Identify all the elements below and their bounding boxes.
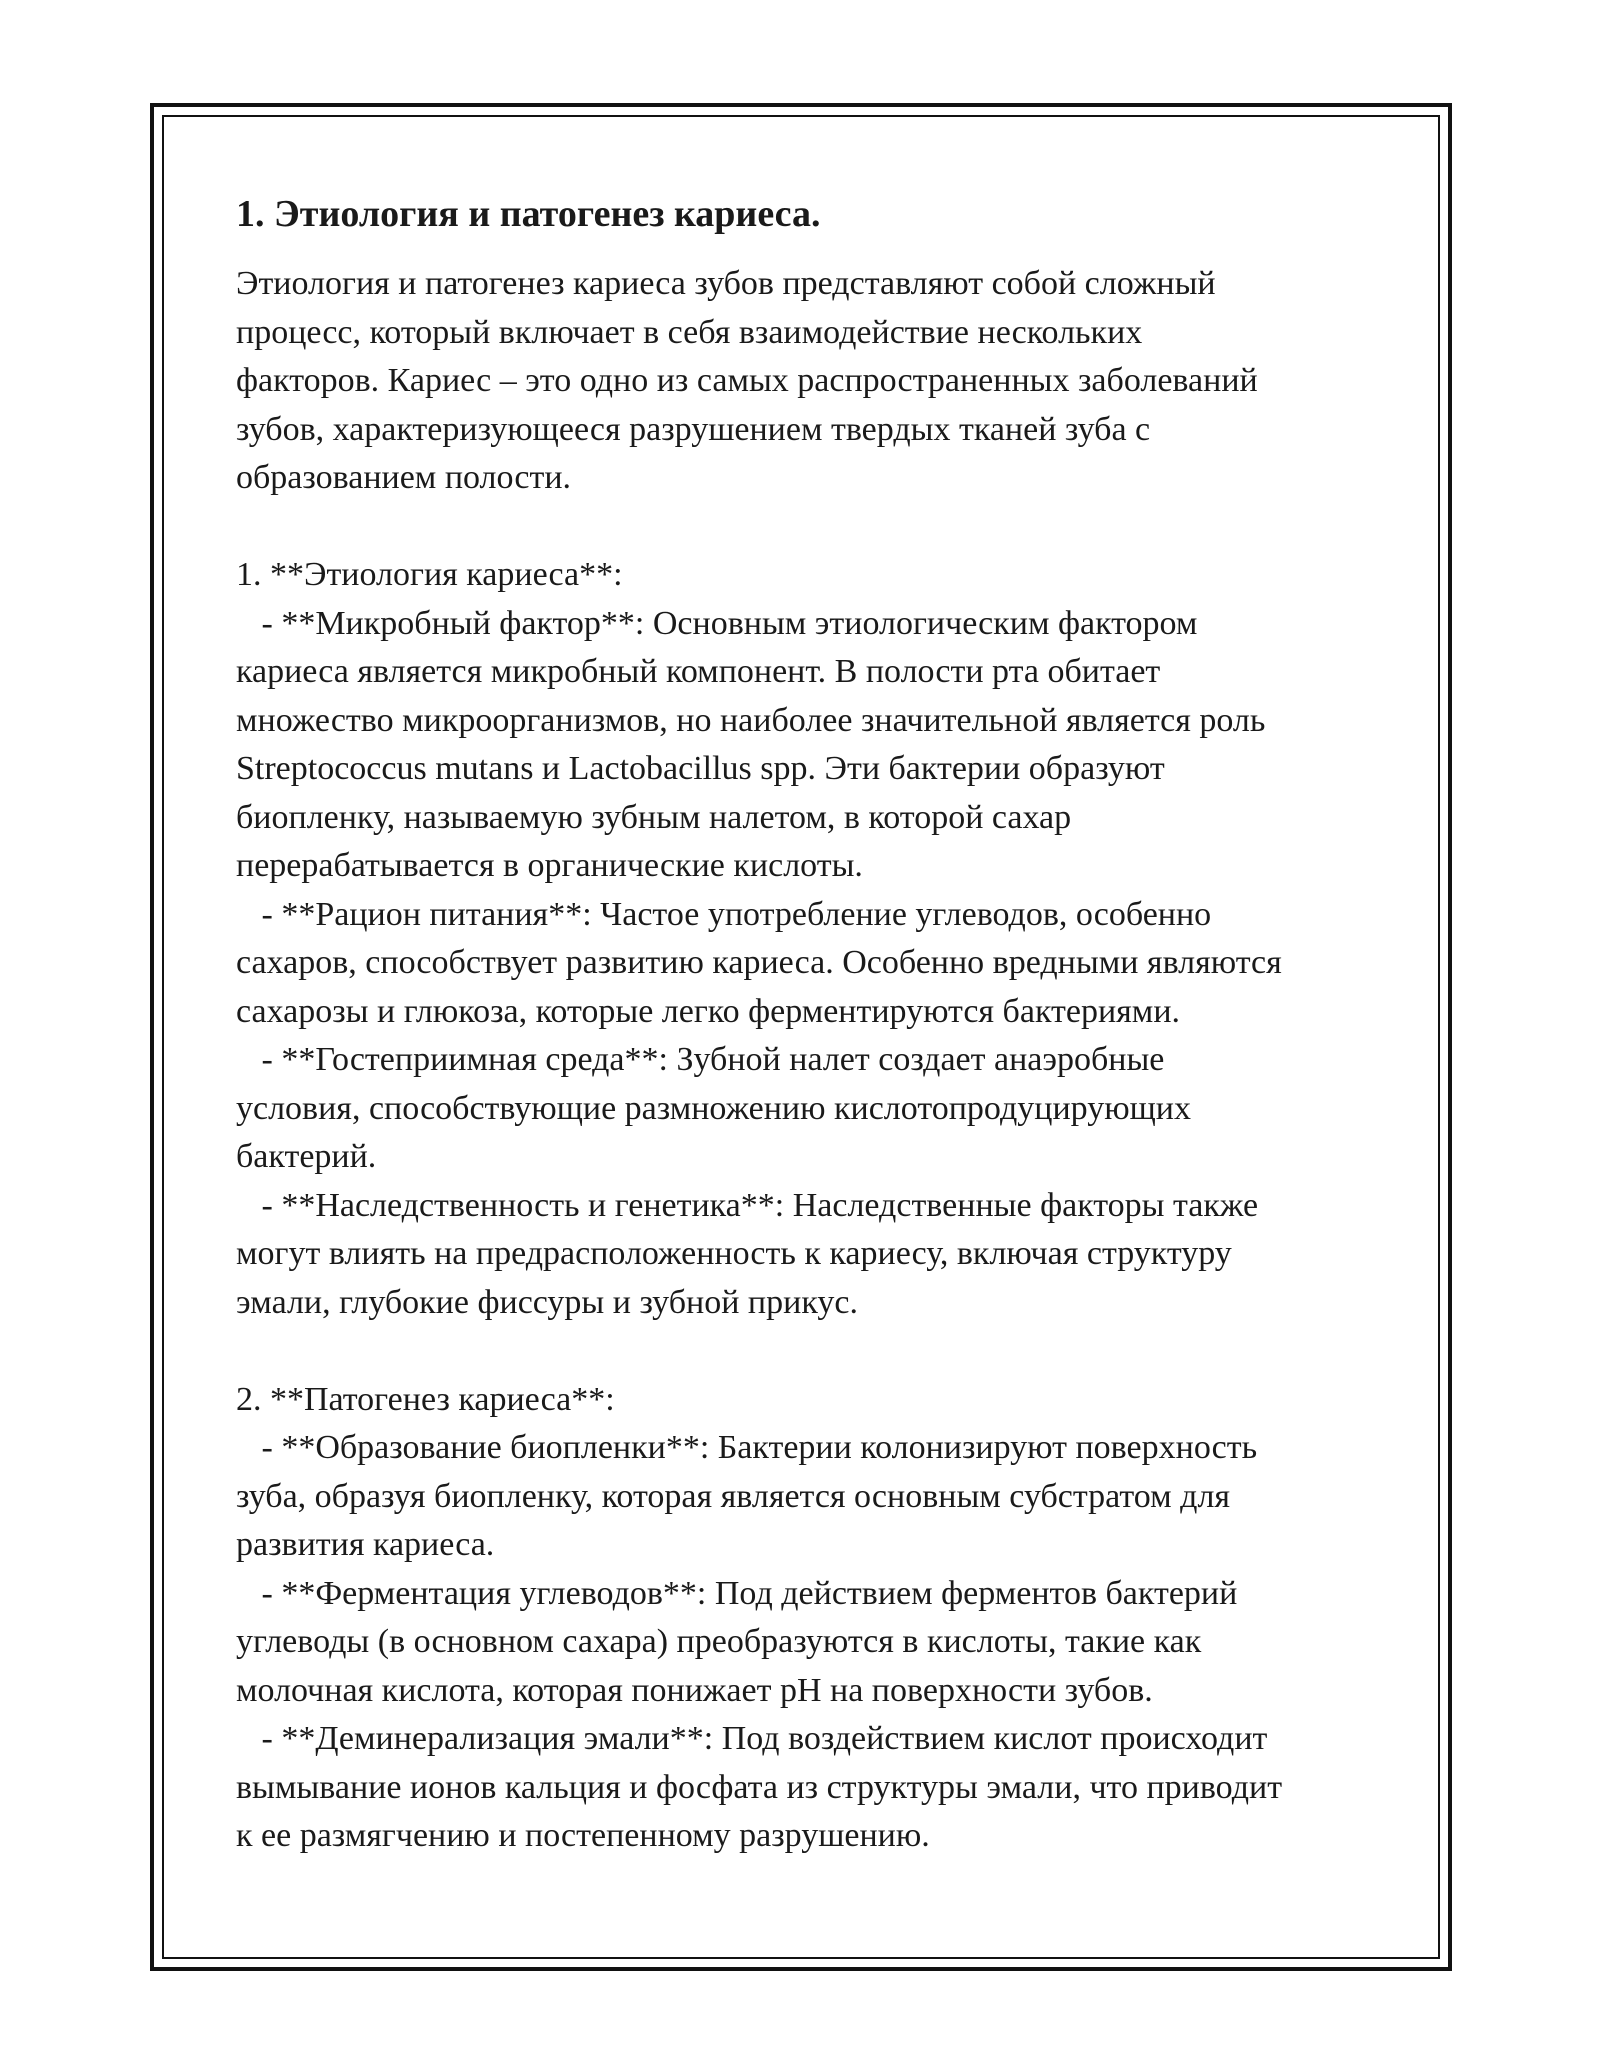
text-line: 2. **Патогенез кариеса**: [236,1380,615,1418]
text-line [236,503,1386,552]
text-line: зубов, характеризующееся разрушением твердых тканей зуба с [236,410,1151,448]
text-line: - **Деминерализация эмали**: Под воздействием кислот происходит [236,1720,1268,1757]
text-line: - **Наследственность и генетика**: Наследственные факторы также [236,1186,1259,1224]
document-body [236,190,1386,1861]
text-line [236,1327,1386,1376]
text-line: 1. **Этиология кариеса**: [236,556,623,593]
text-line: бактерий. [236,1138,377,1175]
text-line: кариеса является микробный компонент. В полости рта обитает [236,653,1161,690]
text-line: могут влиять на предрасположенность к кариесу, включая структуру [236,1235,1232,1272]
text-line: - **Микробный фактор**: Основным этиологическим фактором [236,604,1198,642]
text-line: сахаров, способствует развитию кариеса. Особенно вредными являются [236,944,1282,981]
text-line: развития кариеса. [236,1526,495,1563]
text-line: факторов. Кариес – это одно из самых распространенных заболеваний [236,362,1258,399]
text-line: эмали, глубокие фиссуры и зубной прикус. [236,1283,858,1321]
text-line: к ее размягчению и постепенному разрушению. [236,1817,930,1854]
text-line: биопленку, называемую зубным налетом, в которой сахар [236,798,1072,836]
text-line: вымывание ионов кальция и фосфата из структуры эмали, что приводит [236,1768,1283,1806]
text-line: Этиология и патогенез кариеса зубов представляют собой сложный [236,265,1216,302]
text-line: образованием полости. [236,459,572,496]
text-line: молочная кислота, которая понижает pH на поверхности зубов. [236,1671,1153,1709]
text-line: - **Рацион питания**: Частое употребление углеводов, особенно [236,895,1212,933]
text-line: - **Гостеприимная среда**: Зубной налет создает анаэробные [236,1041,1165,1078]
text-lines [236,260,1386,1861]
text-line: - **Образование биопленки**: Бактерии колонизируют поверхность [236,1429,1258,1466]
text-line: множество микроорганизмов, но наиболее значительной является роль [236,701,1266,739]
text-line: процесс, который включает в себя взаимодействие нескольких [236,313,1143,351]
text-line: Streptococcus mutans и Lactobacillus spp. Эти бактерии образуют [236,750,1165,787]
page-title: 1. Этиология и патогенез кариеса. [236,193,821,235]
text-line: перерабатывается в органические кислоты. [236,847,863,884]
text-line: углеводы (в основном сахара) преобразуются в кислоты, такие как [236,1623,1202,1660]
text-line: условия, способствующие размножению кислотопродуцирующих [236,1089,1191,1127]
text-line: сахарозы и глюкоза, которые легко ферментируются бактериями. [236,992,1181,1030]
text-line: зуба, образуя биопленку, которая является основным субстратом для [236,1477,1231,1515]
text-line: - **Ферментация углеводов**: Под действием ферментов бактерий [236,1574,1238,1612]
